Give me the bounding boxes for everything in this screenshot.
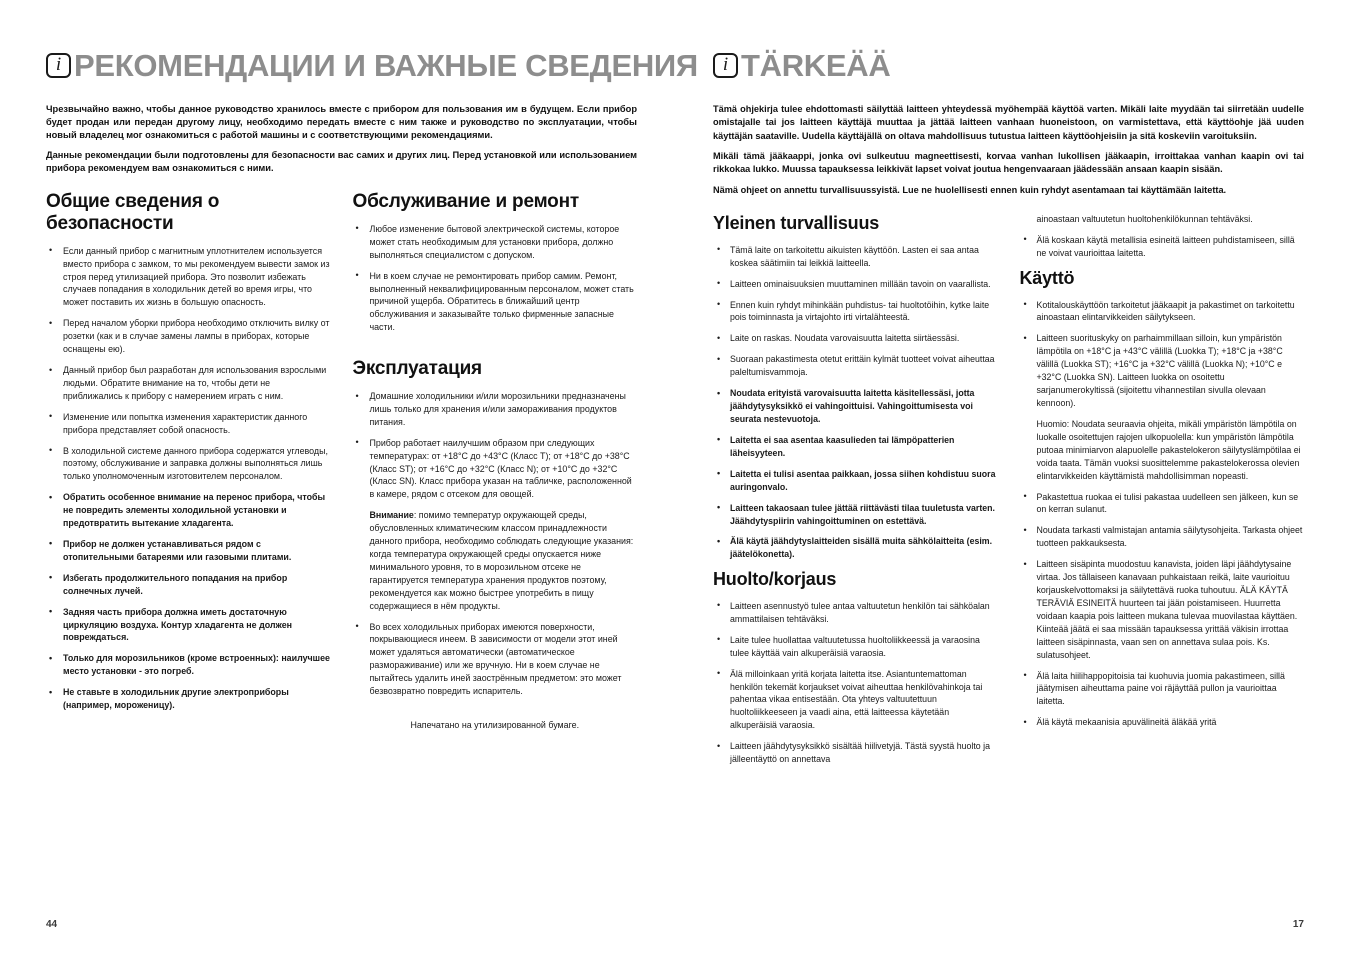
list-item: • Ни в коем случае не ремонтировать прибор самим. Ремонт, выполненный неквалифицированным персоналом, может стать причиной ущерба. Обратитесь в ближайший центр обслуживания и заказывайте только фирменные запасные части. bbox=[353, 270, 638, 335]
column-use-fi bbox=[1020, 213, 1305, 774]
note-body: : помимо температур окружающей среды, обусловленных климатическим классом принадлежности данного прибора, необходимо соблюдать следующие указания: когда температура окружающей среды опускается ниже минимального уровня, то в морозильном отсеке не гарантируется температура хранения продуктов поэтому, рекомендуется как можно быстрее употребить в пищу содержащиеся в нём продукты. bbox=[369, 510, 634, 611]
list-item: • Laite on raskas. Noudata varovaisuutta laitetta siirtäessäsi. bbox=[713, 332, 998, 345]
column-general-safety-fi bbox=[713, 213, 998, 774]
service-list-fi bbox=[713, 600, 998, 766]
info-icon: i bbox=[713, 53, 738, 78]
list-item: • Только для морозильников (кроме встроенных): наилучшее место установки - это погреб. bbox=[46, 652, 331, 678]
column-service-and-use bbox=[353, 191, 638, 730]
list-item: • Kotitalouskäyttöön tarkoitetut jääkaapit ja pakastimet on tarkoitettu ainoastaan elintarvikkeiden säilytykseen. bbox=[1020, 299, 1305, 325]
list-item: • Tämä laite on tarkoitettu aikuisten käyttöön. Lasten ei saa antaa koskea säätimiin tai leikkiä laitteella. bbox=[713, 244, 998, 270]
section-heading-general-safety: Общие сведения о безопасности bbox=[46, 191, 220, 234]
page-right-banner bbox=[713, 50, 1304, 81]
general-safety-list bbox=[46, 245, 331, 712]
section-heading-use-fi: Käyttö bbox=[1019, 267, 1075, 288]
list-item: • Во всех холодильных приборах имеются поверхности, покрывающиеся инеем. В зависимости от модели этот иней может удаляться автоматически (автоматическое размораживание) или же вручную. Ни в коем случае не пытайтесь удалить иней заострённым предметом: это может безвозвратно повредить испаритель. bbox=[353, 621, 638, 698]
service-repair-list bbox=[353, 223, 638, 334]
list-item: • Suoraan pakastimesta otetut erittäin kylmät tuotteet voivat aiheuttaa paleltumisvammoja. bbox=[713, 353, 998, 379]
recycled-paper-note: Напечатано на утилизированной бумаге. bbox=[410, 719, 580, 730]
page-number-left: 44 bbox=[46, 919, 58, 930]
list-item: • Älä laita hiilihappopitoisia tai kuohuvia juomia pakastimeen, sillä jäätymisen aiheuttama paine voi räjäyttää pullon ja vaurioittaa laitetta. bbox=[1020, 670, 1305, 709]
list-item-continuation: ainoastaan valtuutetun huoltohenkilökunnan tehtäväksi. bbox=[1036, 214, 1253, 225]
section-heading-operation: Эксплуатация bbox=[352, 358, 482, 380]
section-heading-general-safety-fi: Yleinen turvallisuus bbox=[713, 213, 880, 234]
service-continuation-list bbox=[1020, 213, 1305, 260]
list-item: • Не ставьте в холодильник другие электроприборы (например, мороженицу). bbox=[46, 686, 331, 712]
section-heading-service-repair: Обслуживание и ремонт bbox=[352, 191, 579, 213]
list-item: • Задняя часть прибора должна иметь достаточную циркуляцию воздуха. Контур хладагента не должен повреждаться. bbox=[46, 606, 331, 645]
page-right-finnish bbox=[675, 0, 1350, 954]
list-item: • Laitteen jäähdytysyksikkö sisältää hiilivetyjä. Tästä syystä huolto ja jälleentäyttö on annettava bbox=[713, 740, 998, 766]
list-item: • Laitetta ei saa asentaa kaasulieden tai lämpöpatterien läheisyyteen. bbox=[713, 434, 998, 460]
list-item: • Прибор не должен устанавливаться рядом с отопительными батареями или газовыми плитами. bbox=[46, 538, 331, 564]
list-item: • В холодильной системе данного прибора содержатся углеводы, поэтому, обслуживание и заправка должны выполняться лишь только уполномоченным изготовителем персоналом. bbox=[46, 445, 331, 484]
page-title: РЕКОМЕНДАЦИИ И ВАЖНЫЕ СВЕДЕНИЯ bbox=[74, 48, 698, 83]
page-right-columns bbox=[713, 213, 1304, 774]
section-heading-service-fi: Huolto/korjaus bbox=[713, 569, 837, 590]
list-item: • Laitteen ominaisuuksien muuttaminen millään tavoin on vaarallista. bbox=[713, 278, 998, 291]
list-item: • Laitetta ei tulisi asentaa paikkaan, jossa siihen kohdistuu suora auringonvalo. bbox=[713, 468, 998, 494]
use-list-fi bbox=[1020, 299, 1305, 730]
list-item: • Обратить особенное внимание на перенос прибора, чтобы не повредить элементы холодильной установки и предотвратить вытекание хладагента. bbox=[46, 491, 331, 530]
list-item: • Älä käytä mekaanisia apuvälineitä äläkää yritä bbox=[1020, 716, 1305, 729]
list-item: • Домашние холодильники и/или морозильники предназначены лишь только для хранения и/или замораживания продуктов питания. bbox=[353, 390, 638, 429]
list-item: • Laitteen sisäpinta muodostuu kanavista, joiden läpi jäähdytysaine virtaa. Jos tällaiseen kanavaan puhkaistaan reikä, laite vaurioituu korjauskelvottomaksi ja säilytettävä ruoka tuhoutuu. ÄLÄ KÄYTÄ TERÄVIÄ ESINEITÄ huurteen tai jään poistamiseen. Huurretta voidaan kaapia pois laitteen mukana tulevaa muovilastaa käyttäen. Kiinteää jäätä ei saa missään tapauksessa yrittää väkisin irrottaa laitteen sisäpinnasta, vaan sen on annettava sulaa pois. Ks. sulatusohjeet. bbox=[1020, 558, 1305, 661]
operation-list bbox=[353, 390, 638, 698]
list-item: • Ennen kuin ryhdyt mihinkään puhdistus- tai huoltotöihin, kytke laite pois toiminnasta ja virtajohto irti virtalähteestä. bbox=[713, 299, 998, 325]
list-item: • Если данный прибор с магнитным уплотнителем используется вместо прибора с замком, то мы рекомендуем вывести замок из строя перед утилизацией прибора. Это позволит избежать случаев попадания в холодильник детей во время игры, что может поставить их жизнь в большую опасность. bbox=[46, 245, 331, 310]
list-item: • Перед началом уборки прибора необходимо отключить вилку от розетки (как и в случае замены лампы в приборах, которые оснащены ею). bbox=[46, 317, 331, 356]
list-item: • Laitteen suorituskyky on parhaimmillaan silloin, kun ympäristön lämpötila on +18°C ja +43°C välillä (Luokka T); +18°C ja +38°C välillä (Luokka ST); +16°C ja +32°C välillä (Luokka N); +10°C e +32°C (Luokka SN). Laitteen luokka on osoitettu sarjanumerokyltissä (sijoitettu vihannestilan sivulla olevaan kennoon). bbox=[1020, 332, 1305, 410]
intro-paragraph: Mikäli tämä jääkaappi, jonka ovi sulkeutuu magneettisesti, korvaa vanhan lukollisen jääkaapin, irroittakaa vanhan kaapin ovi tai rikkokaa lukko. Muussa tapauksessa leikkivät lapset voivat joutua hengenvaaraan jäädessään ansaan kaapin sisään. bbox=[713, 151, 1304, 175]
intro-paragraph: Tämä ohjekirja tulee ehdottomasti säilyttää laitteen yhteydessä myöhempää käyttöä varten. Mikäli laite myydään tai siirretään uudelle omistajalle tai jos laitteen käyttäjä muuttaa ja jättää laitteen vanhaan huoneistoon, on varmistettava, että käyttöohje jää uuden käyttäjän saataville. Uudella käyttäjällä on oltava mahdollisuus tutustua laitteen käyttöohjeisiin ja sitä koskeviin varoituksiin. bbox=[713, 104, 1304, 141]
list-item: • Laitteen takaosaan tulee jättää riittävästi tilaa tuuletusta varten. Jäähdytyspiirin vahingoittuminen on estettävä. bbox=[713, 502, 998, 528]
page-left-banner bbox=[46, 48, 698, 83]
list-item: • Noudata erityistä varovaisuutta laitetta käsitellessäsi, jotta jäähdytysyksikkö ei vahingoittuisi. Vahingoittumisesta voi seurata nestevuotoja. bbox=[713, 387, 998, 426]
intro-paragraph: Nämä ohjeet on annettu turvallisuussyistä. Lue ne huolellisesti ennen kuin ryhdyt asentamaan tai käyttämään laitetta. bbox=[713, 184, 1227, 195]
list-item: • Älä koskaan käytä metallisia esineitä laitteen puhdistamiseen, sillä ne voivat vaurioittaa laitetta. bbox=[1020, 234, 1305, 260]
note-label: Внимание bbox=[369, 510, 414, 521]
list-item: • Данный прибор был разработан для использования взрослыми людьми. Обратите внимание на то, чтобы дети не приближались к прибору с намерением играть с ним. bbox=[46, 364, 331, 403]
page-left-columns bbox=[46, 191, 637, 730]
general-safety-list-fi bbox=[713, 244, 998, 562]
list-item: • Избегать продолжительного попадания на прибор солнечных лучей. bbox=[46, 572, 331, 598]
page-title: TÄRKEÄÄ bbox=[741, 48, 891, 83]
list-item: • Изменение или попытка изменения характеристик данного прибора представляет собой опасность. bbox=[46, 411, 331, 437]
list-item: • Laite tulee huollattaa valtuutetussa huoltoliikkeessä ja varaosina tulee käyttää vain alkuperäisiä varaosia. bbox=[713, 634, 998, 660]
column-general-safety bbox=[46, 191, 331, 730]
list-item-note bbox=[353, 509, 638, 612]
list-item: • Прибор работает наилучшим образом при следующих температурах: от +18°C до +43°C (Класс T); от +18°C до +38°C (Класс ST); от +16°C до +32°C (Класс N); от +10°C до +32°C (Класс SN). Класс прибора указан на табличке, расположенной в камере, рядом с отсеком для овощей. bbox=[353, 437, 638, 502]
list-item: • Laitteen asennustyö tulee antaa valtuutetun henkilön tai sähköalan ammattilaisen tehtäväksi. bbox=[713, 600, 998, 626]
info-icon: i bbox=[46, 53, 71, 78]
list-item-note: Huomio: Noudata seuraavia ohjeita, mikäli ympäristön lämpötila on luokalle osoitettujen rajojen ulkopuolella: kun ympäristön lämpötila putoaa minimiarvon alapuolelle pakastelokeron säilytyslämpötilaa ei voida taata. Tämän vuoksi suosittelemme pakastelokerossa olevien elintarvikkeiden käyttämistä mahdollisimman nopeasti. bbox=[1036, 418, 1301, 481]
intro-paragraph: Чрезвычайно важно, чтобы данное руководство хранилось вместе с прибором для пользования им в будущем. Если прибор будет продан или передан другому лицу, необходимо передать вместе с ним также и руководство по эксплуатации, чтобы новый владелец мог ознакомиться с работой машины и с соответствующими рекомендациями. bbox=[46, 104, 637, 141]
list-item: • Noudata tarkasti valmistajan antamia säilytysohjeita. Tarkasta ohjeet tuotteen pakkauksesta. bbox=[1020, 524, 1305, 550]
list-item: • Älä käytä jäähdytyslaitteiden sisällä muita sähkölaitteita (esim. jäätelökonetta). bbox=[713, 535, 998, 561]
page-number-right: 17 bbox=[1292, 919, 1304, 930]
list-item: • Любое изменение бытовой электрической системы, которое может стать необходимым для установки прибора, должно выполняться специалистом с допуском. bbox=[353, 223, 638, 262]
intro-paragraph: Данные рекомендации были подготовлены для безопасности вас самих и других лиц. Перед установкой или использованием прибора рекомендуем вам ознакомиться с ними. bbox=[46, 150, 637, 174]
list-item: • Pakastettua ruokaa ei tulisi pakastaa uudelleen sen jälkeen, kun se on kerran sulanut. bbox=[1020, 491, 1305, 517]
list-item: • Älä milloinkaan yritä korjata laitetta itse. Asiantuntemattoman henkilön tekemät korjaukset voivat aiheuttaa henkilövahinkoja tai pahentaa vikaa entisestään. Ota yhteys valtuutettuun huoltoliikkeeseen ja vaadi aina, että laitteessa käytetään alkuperäisiä varaosia. bbox=[713, 668, 998, 733]
